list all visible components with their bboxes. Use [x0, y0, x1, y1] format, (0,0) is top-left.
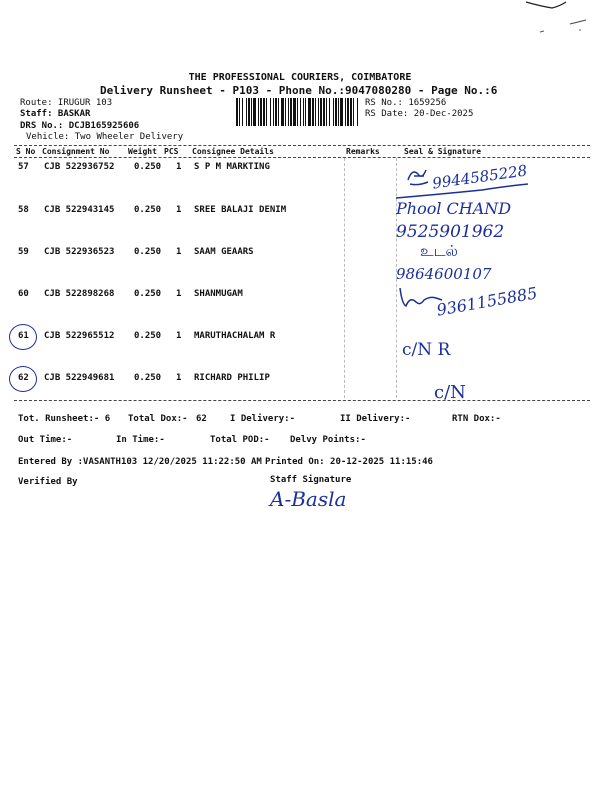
printed-on: Printed On: 20-12-2025 11:15:46: [265, 457, 433, 467]
row-consignment: CJB 522943145: [44, 205, 115, 215]
row-consignee: SAAM GEAARS: [194, 247, 254, 257]
barcode-bar: [347, 98, 349, 126]
barcode-bar: [263, 98, 265, 126]
barcode-bar: [248, 98, 250, 126]
barcode-bar: [300, 98, 301, 126]
barcode-bar: [290, 98, 292, 126]
row-pcs: 1: [176, 331, 182, 341]
barcode-bar: [258, 98, 259, 126]
row-weight: 0.250: [134, 247, 162, 257]
row-weight: 0.250: [134, 331, 162, 341]
barcode-bar: [353, 98, 354, 126]
row-consignment: CJB 522936752: [44, 162, 115, 172]
row-consignment: CJB 522936523: [44, 247, 115, 257]
table-bottom-divider: [14, 400, 590, 401]
barcode-bar: [288, 98, 289, 126]
row-weight: 0.250: [134, 373, 162, 383]
drs-number: DRS No.: DCJB165925606: [20, 121, 140, 131]
barcode-bar: [345, 98, 346, 126]
row-consignee: SHANMUGAM: [194, 289, 243, 299]
barcode-bar: [335, 98, 337, 126]
barcode-bar: [236, 98, 238, 126]
handwritten-tamil-word: உடல்: [420, 242, 458, 260]
staff-signature: A-Basla: [270, 487, 347, 511]
row-weight: 0.250: [134, 205, 162, 215]
barcode-bar: [260, 98, 262, 126]
handwritten-name: Phool CHAND: [396, 199, 512, 218]
barcode-bar: [326, 98, 327, 126]
rtn-dox-label: RTN Dox:-: [452, 414, 501, 424]
tot-runsheet: Tot. Runsheet:- 6: [18, 414, 111, 424]
row-consignee: MARUTHACHALAM R: [194, 331, 276, 341]
row-consignee: S P M MARKTING: [194, 162, 270, 172]
barcode-bar: [246, 98, 247, 126]
barcode-bar: [338, 98, 339, 126]
row-weight: 0.250: [134, 289, 162, 299]
barcode-bar: [253, 98, 256, 126]
out-time-label: Out Time:-: [18, 435, 73, 445]
col-remarks: Remarks: [346, 147, 380, 156]
col-sno: S No: [16, 147, 36, 156]
barcode-bar: [303, 98, 304, 126]
row-sno: 58: [18, 205, 29, 215]
barcode-bar: [320, 98, 322, 126]
barcode-bar: [285, 98, 286, 126]
barcode-bar: [340, 98, 343, 126]
total-dox-label: Total Dox:-: [128, 414, 188, 424]
handwritten-cn-mark-1: c/N R: [402, 340, 451, 360]
row-sno: 62: [18, 373, 29, 383]
ii-delivery-label: II Delivery:-: [340, 414, 411, 424]
rs-number: RS No.: 1659256: [365, 98, 447, 108]
barcode-icon: [234, 98, 362, 126]
barcode-bar: [273, 98, 274, 126]
row-sno: 59: [18, 247, 29, 257]
handwritten-phone-4: 9361155885: [435, 283, 539, 320]
row-consignee: RICHARD PHILIP: [194, 373, 270, 383]
handwritten-phone-1: 9944585228: [431, 161, 529, 193]
total-pod-label: Total POD:-: [210, 435, 270, 445]
barcode-bar: [315, 98, 316, 126]
row-pcs: 1: [176, 247, 182, 257]
barcode-bar: [312, 98, 314, 126]
row-pcs: 1: [176, 373, 182, 383]
delvy-points-label: Delvy Points:-: [290, 435, 366, 445]
barcode-bar: [266, 98, 267, 126]
col-consignment: Consignment No: [42, 147, 110, 156]
row-consignee: SREE BALAJI DENIM: [194, 205, 287, 215]
staff-signature-label: Staff Signature: [270, 475, 352, 485]
company-name: THE PROFESSIONAL COURIERS, COIMBATORE: [188, 72, 412, 83]
barcode-bar: [242, 98, 243, 126]
barcode-bar: [323, 98, 325, 126]
barcode-bar: [357, 98, 358, 126]
barcode-bar: [297, 98, 298, 126]
barcode-bar: [333, 98, 334, 126]
header-divider-bottom: [14, 157, 590, 158]
in-time-label: In Time:-: [116, 435, 165, 445]
row-consignment: CJB 522965512: [44, 331, 115, 341]
row-weight: 0.250: [134, 162, 162, 172]
barcode-bar: [281, 98, 284, 126]
barcode-bar: [278, 98, 279, 126]
staff-label: Staff: BASKAR: [20, 109, 91, 119]
col-consignee: Consignee Details: [192, 147, 274, 156]
barcode-bar: [308, 98, 311, 126]
verified-by-label: Verified By: [18, 477, 78, 487]
total-dox-value: 62: [196, 414, 207, 424]
col-seal: Seal & Signature: [404, 147, 482, 156]
entered-by: Entered By :VASANTH103 12/20/2025 11:22:50 AM: [18, 457, 262, 467]
remarks-column-guide: [344, 158, 345, 398]
route-label: Route: IRUGUR 103: [20, 98, 113, 108]
handwritten-phone-2: 9525901962: [396, 222, 505, 242]
col-weight: Weight: [128, 147, 157, 156]
barcode-bar: [239, 98, 240, 126]
barcode-bar: [350, 98, 352, 126]
row-pcs: 1: [176, 205, 182, 215]
barcode-bar: [275, 98, 277, 126]
handwritten-cn-mark-2: c/N: [434, 382, 466, 403]
vehicle-label: Vehicle: Two Wheeler Delivery: [26, 132, 184, 142]
corner-scribble-icon: [520, 0, 600, 40]
barcode-bar: [318, 98, 319, 126]
rs-date: RS Date: 20-Dec-2025: [365, 109, 474, 119]
row-pcs: 1: [176, 162, 182, 172]
barcode-bar: [293, 98, 296, 126]
handwritten-phone-3: 9864600107: [396, 265, 492, 283]
runsheet-title: Delivery Runsheet - P103 - Phone No.:9047080280 - Page No.:6: [100, 84, 498, 97]
row-pcs: 1: [176, 289, 182, 299]
row-sno: 57: [18, 162, 29, 172]
row-consignment: CJB 522898268: [44, 289, 115, 299]
barcode-bar: [251, 98, 252, 126]
barcode-bar: [329, 98, 330, 126]
col-pcs: PCS: [164, 147, 179, 156]
i-delivery-label: I Delivery:-: [230, 414, 296, 424]
barcode-bar: [305, 98, 306, 126]
row-sno: 60: [18, 289, 29, 299]
barcode-bar: [270, 98, 271, 126]
row-consignment: CJB 522949681: [44, 373, 115, 383]
row-sno: 61: [18, 331, 29, 341]
header-divider-top: [14, 145, 590, 146]
